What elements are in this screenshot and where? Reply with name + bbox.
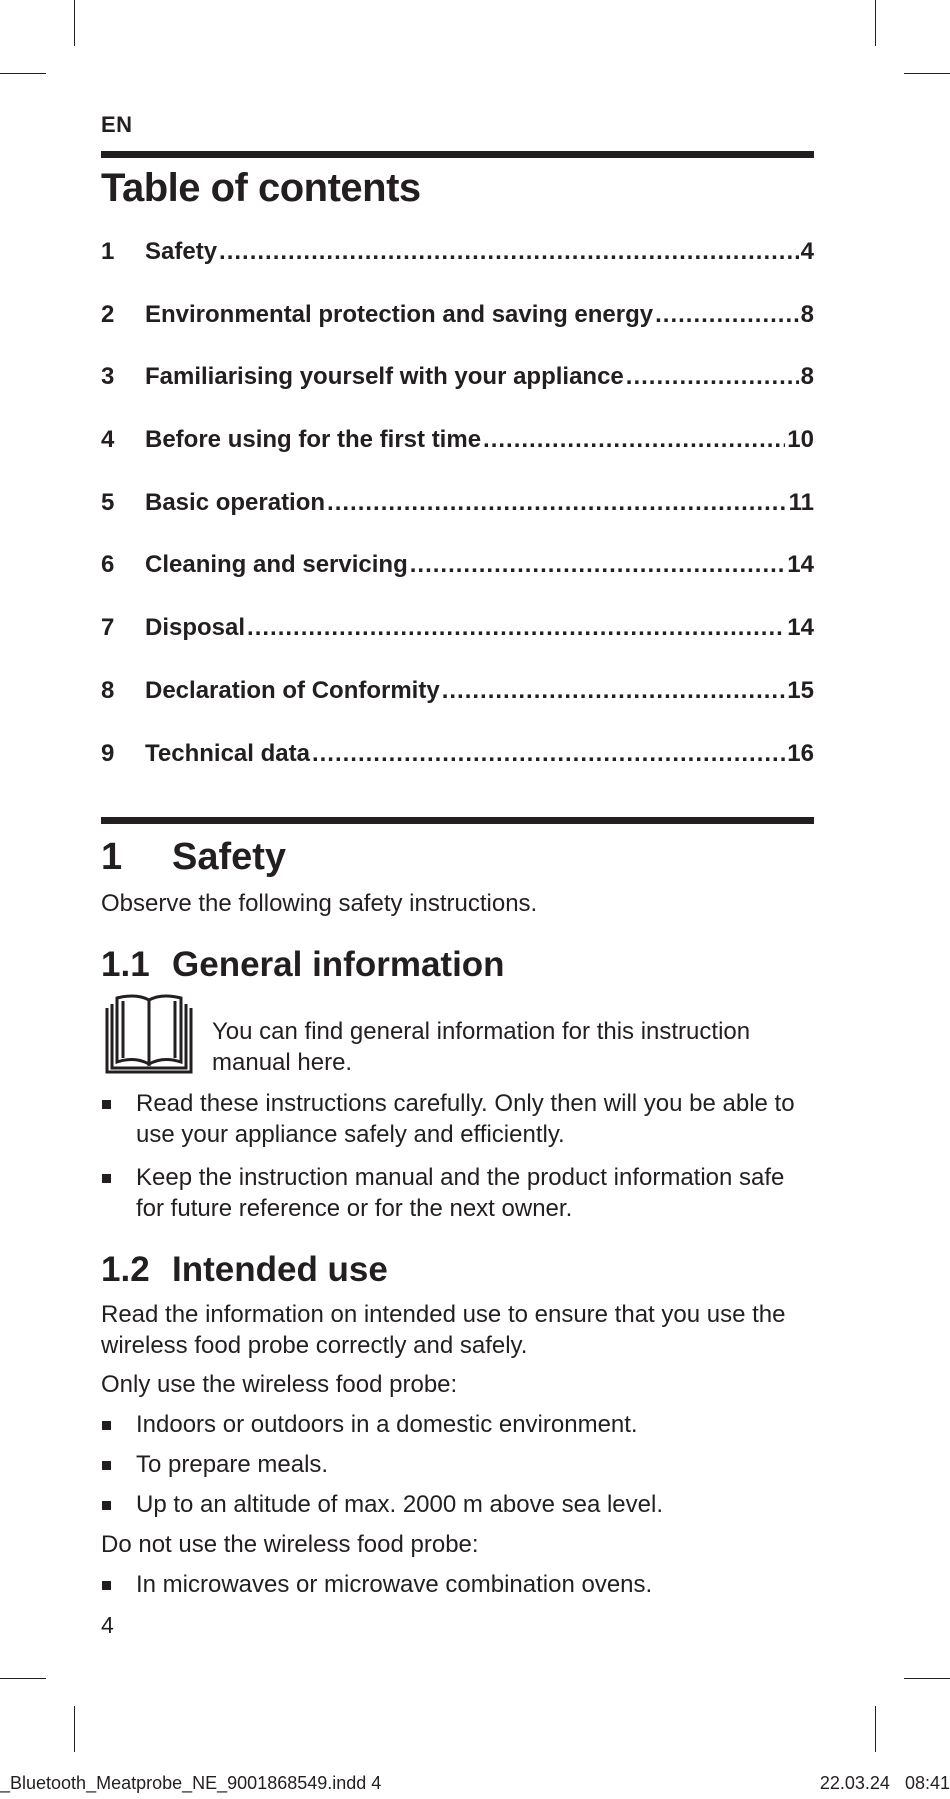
- bullet-marker: [101, 1569, 136, 1600]
- section-heading: [101, 836, 286, 879]
- toc-entry-number: 9: [101, 739, 115, 767]
- print-time: 08:41: [904, 1773, 950, 1793]
- subsection-number: 1.2: [101, 1250, 150, 1289]
- toc-entry-page: 11: [788, 488, 814, 516]
- toc-entry[interactable]: [101, 489, 814, 552]
- toc-entry[interactable]: [101, 551, 814, 614]
- only-use-label: Only use the wireless food probe:: [101, 1371, 458, 1398]
- crop-mark: [904, 1678, 950, 1679]
- toc-entry-number: 7: [101, 614, 115, 642]
- crop-mark: [0, 1678, 46, 1679]
- toc-entry-title: Disposal: [145, 614, 246, 642]
- crop-mark: [875, 1706, 876, 1752]
- toc-leader: [247, 614, 785, 642]
- section-title: Safety: [172, 836, 287, 878]
- crop-mark: [875, 0, 876, 46]
- list-item-text: Keep the instruction manual and the product information safe for future reference or for the next owner.: [136, 1164, 785, 1222]
- print-timestamp: [820, 1773, 950, 1794]
- toc-entry-number: 4: [101, 426, 115, 454]
- list-item-text: Indoors or outdoors in a domestic environment.: [136, 1411, 638, 1438]
- language-code: EN: [101, 112, 133, 137]
- toc-entry-page: 8: [800, 363, 814, 391]
- bullet-marker: [101, 1449, 136, 1480]
- toc-entry-number: 5: [101, 488, 115, 516]
- toc-entry-title: Safety: [145, 238, 218, 265]
- subsection-title: Intended use: [172, 1250, 388, 1289]
- subsection-heading: [101, 1250, 388, 1290]
- book-icon: [104, 992, 194, 1074]
- section-intro: Observe the following safety instructions.: [101, 890, 538, 917]
- list-item: [101, 1489, 814, 1520]
- list-item: [101, 1162, 814, 1224]
- toc-entry[interactable]: [101, 363, 814, 426]
- toc-entry[interactable]: [101, 614, 814, 677]
- toc-entry-page: 4: [800, 238, 814, 265]
- toc-entry-number: 1: [101, 238, 115, 265]
- list-item: [101, 1449, 814, 1480]
- intended-use-intro: Read the information on intended use to ensure that you use the wireless food probe correctly and safely.: [101, 1301, 786, 1359]
- section-number: 1: [101, 836, 123, 878]
- toc-leader: [312, 740, 785, 768]
- bullet-marker: [101, 1088, 136, 1150]
- bullet-marker: [101, 1162, 136, 1224]
- crop-mark: [74, 1706, 75, 1752]
- subsection-number: 1.1: [101, 945, 150, 984]
- toc-leader: [442, 677, 786, 705]
- toc-leader: [327, 489, 787, 517]
- toc-entry-number: 2: [101, 300, 115, 328]
- toc-entry-page: 10: [787, 426, 814, 454]
- toc-entry-title: Technical data: [145, 739, 310, 767]
- toc-entry-title: Environmental protection and saving energy: [145, 300, 654, 328]
- toc-entry[interactable]: [101, 740, 814, 803]
- toc-leader: [410, 551, 786, 579]
- subsection-heading: [101, 945, 505, 985]
- crop-mark: [74, 0, 75, 46]
- page-number: 4: [101, 1612, 114, 1638]
- toc-entry[interactable]: [101, 677, 814, 740]
- list-item: [101, 1409, 814, 1440]
- list-item-text: In microwaves or microwave combination ovens.: [136, 1571, 653, 1598]
- list-item-text: Up to an altitude of max. 2000 m above sea level.: [136, 1491, 663, 1518]
- toc-leader: [626, 363, 799, 391]
- toc-entry-page: 16: [787, 739, 814, 767]
- toc-entry-page: 15: [787, 676, 814, 704]
- info-note: You can find general information for this instruction manual here.: [212, 1018, 751, 1076]
- bullet-marker: [101, 1409, 136, 1440]
- toc-entry[interactable]: [101, 238, 814, 301]
- toc-entry[interactable]: [101, 301, 814, 364]
- toc-leader: [483, 426, 785, 454]
- toc-entry-page: 8: [800, 300, 814, 328]
- toc-entry-page: 14: [787, 614, 814, 642]
- toc-entry-number: 3: [101, 363, 115, 391]
- toc-entry-title: Before using for the first time: [145, 426, 482, 454]
- toc-entry-number: 6: [101, 551, 115, 579]
- crop-mark: [904, 73, 950, 74]
- toc-entry-title: Declaration of Conformity: [145, 676, 440, 704]
- toc-entry-number: 8: [101, 676, 115, 704]
- toc-entry-title: Familiarising yourself with your appliance: [145, 363, 624, 391]
- list-item-text: Read these instructions carefully. Only then will you be able to use your appliance safely and efficiently.: [136, 1090, 795, 1148]
- section-rule: [101, 817, 814, 824]
- toc-heading: Table of contents: [101, 166, 421, 210]
- toc-entry-title: Basic operation: [145, 488, 326, 516]
- list-item-text: To prepare meals.: [136, 1451, 329, 1478]
- bullet-marker: [101, 1489, 136, 1520]
- do-not-use-label: Do not use the wireless food probe:: [101, 1531, 479, 1558]
- print-date: 22.03.24: [819, 1773, 890, 1793]
- toc-entry-page: 14: [787, 551, 814, 579]
- list-item: [101, 1088, 814, 1150]
- section-rule: [101, 151, 814, 158]
- list-item: [101, 1569, 814, 1600]
- table-of-contents: [101, 238, 814, 802]
- subsection-title: General information: [172, 945, 505, 984]
- toc-leader: [655, 301, 799, 329]
- print-file-slug: _Bluetooth_Meatprobe_NE_9001868549.indd 4: [0, 1773, 382, 1793]
- toc-entry[interactable]: [101, 426, 814, 489]
- toc-leader: [219, 238, 799, 266]
- toc-entry-title: Cleaning and servicing: [145, 551, 408, 579]
- crop-mark: [0, 73, 46, 74]
